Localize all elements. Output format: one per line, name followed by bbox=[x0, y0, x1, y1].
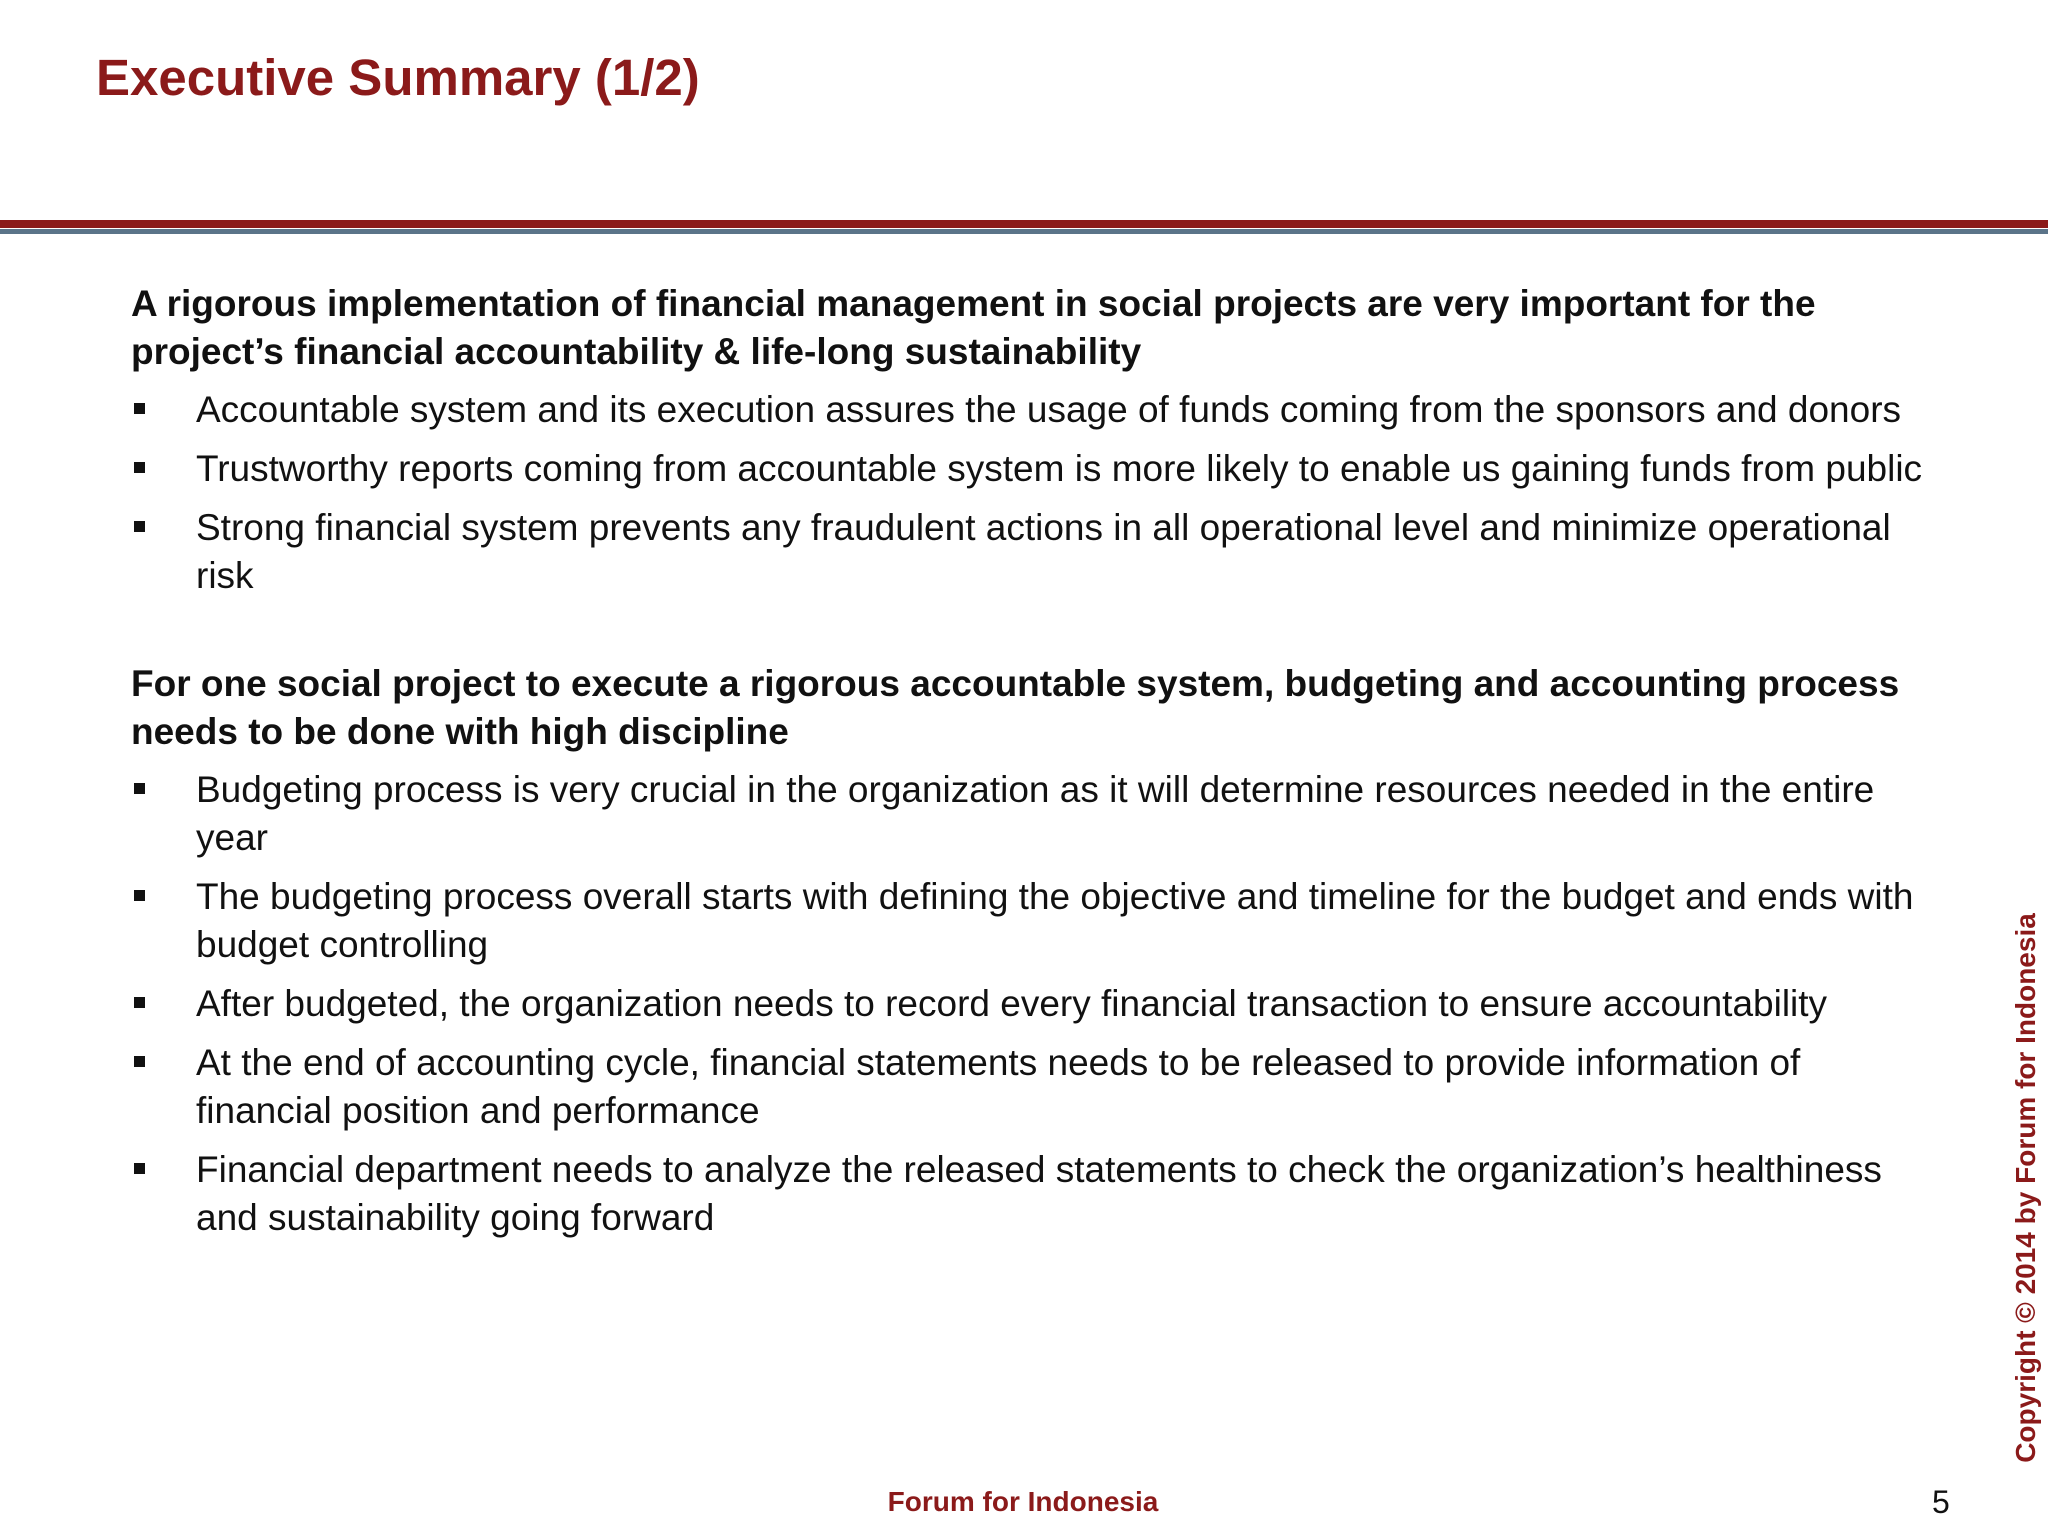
bullet-text: The budgeting process overall starts with defining the objective and timeline for the budget and ends with budget controlling bbox=[196, 876, 1914, 965]
square-bullet-icon bbox=[134, 1056, 145, 1067]
bullet-text: Accountable system and its execution assures the usage of funds coming from the sponsors and donors bbox=[196, 389, 1902, 430]
bullet-item bbox=[131, 980, 1931, 1028]
bullet-text: At the end of accounting cycle, financial statements needs to be released to provide information of financial position and performance bbox=[196, 1042, 1801, 1131]
square-bullet-icon bbox=[134, 997, 145, 1008]
copyright-notice: Copyright © 2014 by Forum for Indonesia bbox=[2010, 913, 2041, 1463]
bullet-item bbox=[131, 1146, 1931, 1242]
square-bullet-icon bbox=[134, 403, 145, 414]
bullet-text: Financial department needs to analyze the released statements to check the organization’s healthiness and sustainability going forward bbox=[196, 1149, 1882, 1238]
page-number: 5 bbox=[1932, 1484, 1950, 1520]
bullet-text: After budgeted, the organization needs to record every financial transaction to ensure accountability bbox=[196, 983, 1828, 1024]
bullet-item bbox=[131, 445, 1931, 493]
bullet-item bbox=[131, 873, 1931, 969]
title-divider-red bbox=[0, 220, 2048, 228]
title-divider-blue bbox=[0, 229, 2048, 234]
section-budgeting-accounting bbox=[131, 660, 1931, 1242]
section-heading: For one social project to execute a rigorous accountable system, budgeting and accounting process needs to be done with high discipline bbox=[131, 663, 1900, 752]
bullet-text: Trustworthy reports coming from accountable system is more likely to enable us gaining funds from public bbox=[196, 448, 1923, 489]
bullet-text: Budgeting process is very crucial in the organization as it will determine resources needed in the entire year bbox=[196, 769, 1875, 858]
bullet-item bbox=[131, 766, 1931, 862]
square-bullet-icon bbox=[134, 521, 145, 532]
slide-title: Executive Summary (1/2) bbox=[96, 49, 700, 106]
bullet-text: Strong financial system prevents any fraudulent actions in all operational level and minimize operational risk bbox=[196, 507, 1891, 596]
square-bullet-icon bbox=[134, 1163, 145, 1174]
bullet-item bbox=[131, 504, 1931, 600]
bullet-list bbox=[131, 386, 1931, 600]
square-bullet-icon bbox=[134, 783, 145, 794]
section-financial-management bbox=[131, 280, 1931, 600]
square-bullet-icon bbox=[134, 890, 145, 901]
footer-organization: Forum for Indonesia bbox=[887, 1486, 1159, 1517]
section-heading: A rigorous implementation of financial management in social projects are very important for the project’s financial accountability & life-long sustainability bbox=[131, 283, 1816, 372]
bullet-item bbox=[131, 1039, 1931, 1135]
bullet-list bbox=[131, 766, 1931, 1242]
slide-content bbox=[131, 280, 1931, 1253]
bullet-item bbox=[131, 386, 1931, 434]
square-bullet-icon bbox=[134, 462, 145, 473]
